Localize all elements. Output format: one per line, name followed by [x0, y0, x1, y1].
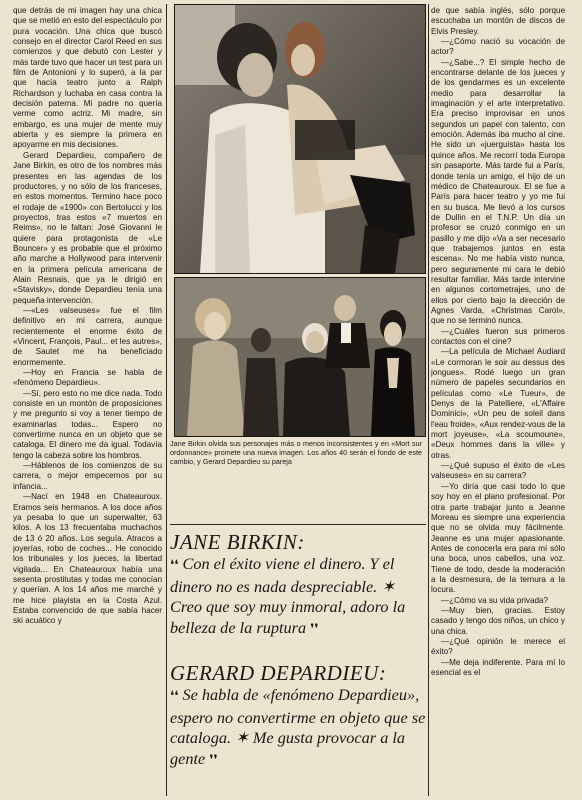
paragraph: —Háblenos de los comienzos de su carrera, o mejor empecemos por su infancia...: [13, 461, 162, 491]
quote-text: [170, 554, 427, 640]
paragraph: —Me deja indiferente. Para mí lo esencial es el: [431, 657, 565, 677]
quote-open-icon: ❛❛: [170, 558, 179, 573]
quote-open-icon: ❛❛: [170, 689, 179, 704]
quote-close-icon: ❜❜: [310, 621, 319, 637]
photo-caption: Jane Birkin olvida sus personajes más o menos inconsistentes y en «Mort sur ordonnance» promete una nueva imagen. Los años 40 serán el fondo de este cambio, y Gerard Depardieu su pareja: [170, 439, 422, 466]
quote-body: Con el éxito viene el dinero. Y el dinero no es nada despreciable. ✶ Creo que soy muy inmoral, adoro la belleza de la ruptura: [170, 554, 406, 637]
left-text-column: [13, 6, 162, 796]
quote-close-icon: ❜❜: [209, 752, 218, 768]
right-text-column: [431, 6, 565, 796]
paragraph: —¿Cómo va su vida privada?: [441, 595, 549, 605]
quote-text: [170, 685, 427, 771]
paragraph: —La película de Michael Audiard «Le cormoran le soir au dessus des jongues». Rodé luego un gran número de papeles secundarios en películas como «Le Tueur», de Denys de la Patelliere, «L'Affaire Dominici», «Un peu de soleil dans l'eau froide», «Aux rendez-vous de la mort joyeuse», «La scoumoune», «Deux hommes dans la ville» y otras.: [431, 347, 565, 460]
paragraph: —Muy bien, gracias. Estoy casado y tengo dos niños, un chico y una chica.: [431, 605, 565, 636]
paragraph: —«Les valseuses» fue el film definitivo en mi carrera, aunque recientemente el enorme éxito de «Vincent, François, Paul... et les autres», de Sautet me ha beneficiado enormemente.: [13, 305, 162, 367]
quote-body: Se habla de «fenómeno Depardieu», espero no convertirme en objeto que se cataloga. ✶ Me gusta provocar a la gente: [170, 685, 426, 768]
paragraph: —Sí, pero esto no me dice nada. Todo consiste en un montón de proposiciones y me pregunto si voy a tener tiempo de examinarlas todas... Espero no convertirme nunca en un objeto que se cataloga. El dinero me da igual. Todavía tengo la cabeza sobre los hombros.: [13, 388, 162, 460]
column-divider-right: [428, 4, 429, 796]
paragraph: que detrás de mi imagen hay una chica que se metió en esto del espectáculo por pura vocación. Una chica que buscó consejo en el director Carol Reed en sus comienzos y que debutó con Lester y más tarde tuvo que hacer un test para un film de Antonioni y lo superó, a la par que hacía teatro junto a Ralph Richardson y luchaba en casa contra la decisión paterna. Mi padre no quería verme como actriz. Mi madre, sin embargo, es una mujer de mente muy abierta y es siempre la primera en apoyarme en mis decisiones.: [13, 6, 162, 150]
quote-name: JANE BIRKIN:: [170, 530, 305, 554]
paragraph: —¿Qué supuso el éxito de «Les valseuses» en su carrera?: [431, 461, 565, 481]
paragraph: —¿Sabe...? El simple hecho de encontrarse delante de los jueces y de los gendarmes es un excelente medio para desarrollar la imaginación y el arte interpretativo. Era preciso improvisar en unos segundos un papel con talento, con emoción. Además iba mucho al cine. He sido un «juerguista» hasta los quince años. Me recorrí toda Europa sin pasaporte. Más tarde fui a París, donde tenía un amigo, el hijo de un médico de Chateauroux. El se fue a París para hacer teatro y yo me fui en su busca. Me llevó a los cursos de Dullin en el T.N.P. Un día un profesor se cruzó conmigo en un pasillo y me dijo «Va a ser necesario que trabajemos juntos en esta escena». No me había visto nunca, pero seguramente mi cara le debió resultar familiar. Más tarde intervine en algunos cortometrajes, uno de ellos por cierto bajo la dirección de Agnes Varda, «Christmas Carol», que no se terminó nunca.: [431, 57, 565, 326]
paragraph: de que sabía inglés, sólo porque escuchaba un montón de discos de Elvis Presley.: [431, 6, 565, 36]
photo-top: [174, 4, 426, 274]
column-divider-left: [166, 4, 167, 796]
paragraph: —¿Qué opinión le merece el éxito?: [431, 636, 565, 657]
paragraph: —Hoy en Francia se habla de «fenómeno Depardieu».: [13, 368, 162, 388]
paragraph: —Nací en 1948 en Chateauroux. Eramos seis hermanos. A los doce años ya pesaba lo que un superwalter, 63 kilos. A los 13 frecuentaba muchachos de 13 ó 20 años. Los seguía. Atracos a joyerías, robo de coches... He conocido los tribunales y los jueces, la libertad vigilada... En Chateauroux había una sesenta prostitutas y todas me conocían y querían. A los 14 años me marché y me hice playista en la Costa Azul. Estaba convencido de que sabía hacer ski acuático y: [13, 492, 162, 626]
paragraph: —¿Cómo nació su vocación de actor?: [431, 37, 565, 57]
depardieu-quote: [170, 661, 427, 771]
photo-bottom: [174, 277, 426, 437]
paragraph: —¿Cuáles fueron sus primeros contactos con el cine?: [431, 326, 565, 346]
caption-rule: [170, 524, 426, 525]
birkin-quote: [170, 530, 427, 640]
paragraph: Gerard Depardieu, compañero de Jane Birkin, es otro de los nombres más presentes en las agendas de los productores, y no sólo de los franceses, en estos momentos. Termino hace poco el rodaje de «1900» con Bertolucci y los proyectos, tras estos «7 muertos en Reims», no le faltan: José Giovanni le quiere para protagonista de «Le Bouncer» y es probable que el próximo año marche a Hollywood para intervenir en la primera película americana de Alain Resnais, que ya le dirigió en «Stavisky», donde Depardieu tenía una pequeña intervención.: [13, 150, 162, 305]
paragraph: —Yo diría que casi todo lo que soy hoy en el plano profesional. Por otra parte trabajar junto a Jeanne Moreau es siempre una experiencia que no se olvida muy fácilmente. Jeanne es una mujer apasionante. Antes de conocerla era para mí sólo una boca, unos cabellos, una voz. Tiene de todo, desde la moderación a la desmesura, de la ternura a la locura.: [431, 481, 565, 595]
quote-name: GERARD DEPARDIEU:: [170, 661, 387, 685]
